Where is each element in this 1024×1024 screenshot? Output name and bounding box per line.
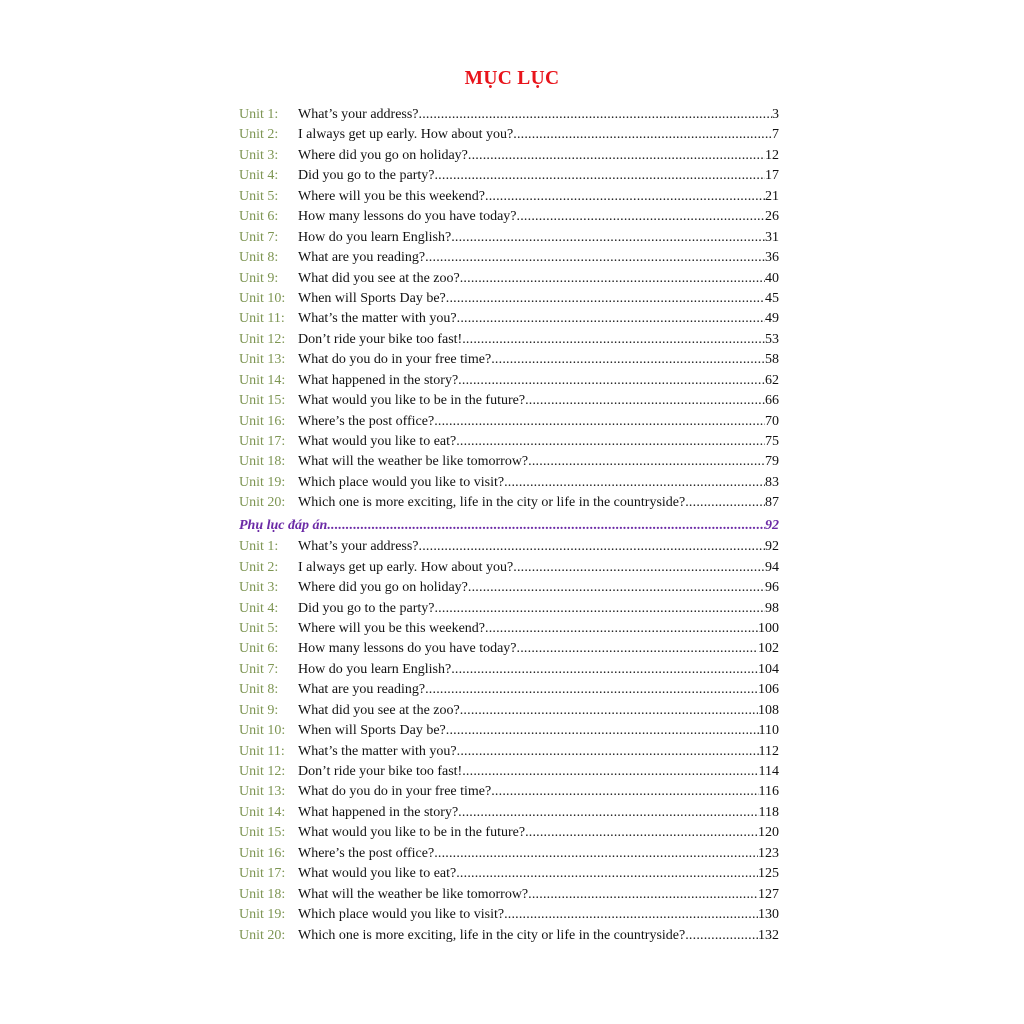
unit-label: Unit 6: (239, 641, 279, 657)
leader-dots (446, 289, 765, 309)
unit-label: Unit 12: (239, 331, 286, 347)
unit-label: Unit 8: (239, 250, 279, 266)
toc-row (239, 493, 779, 513)
toc-row (239, 473, 779, 493)
page-number: 130 (758, 907, 779, 923)
unit-title: What’s the matter with you? (298, 743, 457, 759)
toc-row (239, 639, 779, 659)
unit-title: Which place would you like to visit? (298, 907, 505, 923)
page-number: 31 (765, 229, 779, 245)
toc-row (239, 146, 779, 166)
leader-dots (528, 452, 765, 472)
page-number: 62 (765, 372, 779, 388)
page-number: 49 (765, 311, 779, 327)
unit-label: Unit 15: (239, 393, 286, 409)
unit-label: Unit 11: (239, 743, 285, 759)
leader-dots (456, 864, 758, 884)
leader-dots (425, 680, 758, 700)
page-number: 79 (765, 454, 779, 470)
toc-row (239, 803, 779, 823)
page-number: 92 (765, 517, 779, 533)
unit-label: Unit 2: (239, 127, 279, 143)
unit-title: What would you like to eat? (298, 434, 457, 449)
page-number: 83 (765, 474, 779, 490)
leader-dots (434, 844, 758, 864)
leader-dots (460, 701, 758, 721)
leader-dots (460, 269, 765, 289)
unit-title: What’s the matter with you? (298, 311, 457, 327)
unit-title: When will Sports Day be? (298, 290, 446, 306)
page-number: 94 (765, 559, 779, 575)
unit-label: Unit 17: (239, 434, 286, 449)
leader-dots (525, 391, 765, 411)
leader-dots (525, 823, 758, 843)
leader-dots (462, 762, 758, 782)
page-number: 3 (772, 107, 779, 122)
page-number: 125 (758, 866, 779, 882)
toc-row (239, 187, 779, 207)
toc-row (239, 558, 779, 578)
leader-dots (425, 248, 765, 268)
page-number: 104 (758, 661, 779, 677)
leader-dots (485, 187, 765, 207)
page-number: 12 (765, 147, 779, 163)
unit-title: How many lessons do you have today? (298, 209, 517, 225)
toc-row (239, 721, 779, 741)
unit-title: Which one is more exciting, life in the city or life in the countryside? (298, 495, 686, 511)
appendix-heading (239, 516, 779, 536)
unit-title: Which one is more exciting, life in the city or life in the countryside? (298, 927, 686, 943)
toc-row (239, 701, 779, 721)
page-number: 100 (758, 620, 779, 636)
toc-row (239, 309, 779, 329)
leader-dots (458, 371, 765, 391)
toc-row (239, 207, 779, 227)
appendix-label: Phụ lục đáp án (239, 517, 328, 533)
unit-label: Unit 9: (239, 270, 279, 286)
unit-title: What are you reading? (298, 250, 426, 266)
leader-dots (462, 330, 765, 350)
unit-title: Where’s the post office? (298, 413, 435, 429)
toc-row (239, 330, 779, 350)
page-number: 96 (765, 580, 779, 596)
page-number: 75 (765, 434, 779, 449)
page-number: 112 (758, 743, 779, 759)
unit-title: What’s your address? (298, 539, 419, 555)
page-number: 66 (765, 393, 779, 409)
unit-label: Unit 14: (239, 804, 286, 820)
toc-row (239, 742, 779, 762)
page-number: 26 (765, 209, 779, 225)
page-number: 21 (765, 188, 779, 204)
page-number: 40 (765, 270, 779, 286)
leader-dots (485, 619, 758, 639)
leader-dots (491, 350, 765, 370)
unit-title: Don’t ride your bike too fast! (298, 764, 463, 779)
leader-dots (456, 432, 765, 452)
toc-row (239, 125, 779, 145)
unit-title: When will Sports Day be? (298, 723, 446, 739)
unit-label: Unit 3: (239, 147, 279, 163)
leader-dots (434, 599, 765, 619)
unit-title: What will the weather be like tomorrow? (298, 454, 529, 470)
unit-label: Unit 4: (239, 600, 279, 616)
unit-title: What would you like to eat? (298, 866, 457, 882)
unit-title: What did you see at the zoo? (298, 702, 460, 718)
unit-label: Unit 14: (239, 372, 286, 388)
unit-title: What’s your address? (298, 107, 419, 122)
unit-title: What happened in the story? (298, 372, 459, 388)
toc-row (239, 660, 779, 680)
unit-label: Unit 7: (239, 661, 279, 677)
unit-label: Unit 13: (239, 352, 286, 368)
page-number: 127 (758, 886, 779, 902)
unit-label: Unit 10: (239, 290, 286, 306)
unit-label: Unit 1: (239, 539, 279, 555)
leader-dots (685, 926, 758, 946)
unit-label: Unit 7: (239, 229, 279, 245)
page-number: 108 (758, 702, 779, 718)
unit-label: Unit 16: (239, 413, 286, 429)
unit-label: Unit 12: (239, 764, 286, 779)
leader-dots (458, 803, 758, 823)
toc-row (239, 680, 779, 700)
unit-label: Unit 19: (239, 474, 286, 490)
unit-title: What happened in the story? (298, 804, 459, 820)
page-number: 58 (765, 352, 779, 368)
unit-title: What are you reading? (298, 682, 426, 698)
unit-title: What will the weather be like tomorrow? (298, 886, 529, 902)
page-number: 70 (765, 413, 779, 429)
toc-row (239, 371, 779, 391)
unit-title: Where’s the post office? (298, 845, 435, 861)
unit-label: Unit 2: (239, 559, 279, 575)
unit-label: Unit 9: (239, 702, 279, 718)
unit-title: What would you like to be in the future? (298, 825, 526, 841)
unit-label: Unit 1: (239, 107, 279, 122)
leader-dots (446, 721, 759, 741)
toc-row (239, 864, 779, 884)
toc-row (239, 782, 779, 802)
toc-row (239, 269, 779, 289)
unit-title: What do you do in your free time? (298, 352, 492, 368)
toc-row (239, 599, 779, 619)
page-number: 110 (758, 723, 779, 739)
leader-dots (528, 885, 758, 905)
leader-dots (517, 207, 765, 227)
leader-dots (504, 905, 758, 925)
leader-dots (419, 537, 765, 557)
toc-row (239, 289, 779, 309)
toc-row (239, 105, 779, 125)
leader-dots (434, 412, 765, 432)
toc-row (239, 762, 779, 782)
unit-title: What would you like to be in the future? (298, 393, 526, 409)
unit-title: How do you learn English? (298, 661, 452, 677)
unit-title: Where did you go on holiday? (298, 580, 468, 596)
page-number: 92 (765, 539, 779, 555)
toc-row (239, 885, 779, 905)
unit-title: I always get up early. How about you? (298, 559, 514, 575)
leader-dots (419, 105, 772, 125)
unit-title: Which place would you like to visit? (298, 474, 505, 490)
unit-label: Unit 18: (239, 454, 286, 470)
leader-dots (451, 660, 758, 680)
unit-label: Unit 11: (239, 311, 285, 327)
page-number: 98 (765, 600, 779, 616)
toc-row (239, 537, 779, 557)
toc-row (239, 412, 779, 432)
toc-row (239, 926, 779, 946)
toc-row (239, 619, 779, 639)
unit-title: What did you see at the zoo? (298, 270, 460, 286)
toc-row (239, 823, 779, 843)
page-number: 114 (758, 764, 779, 779)
leader-dots (517, 639, 758, 659)
leader-dots (457, 742, 759, 762)
page-number: 7 (772, 127, 779, 143)
unit-label: Unit 5: (239, 620, 279, 636)
unit-title: Where did you go on holiday? (298, 147, 468, 163)
leader-dots (513, 558, 765, 578)
unit-title: Did you go to the party? (298, 600, 435, 616)
toc-row (239, 432, 779, 452)
leader-dots (504, 473, 765, 493)
unit-label: Unit 15: (239, 825, 286, 841)
unit-title: I always get up early. How about you? (298, 127, 514, 143)
unit-title: Where will you be this weekend? (298, 188, 485, 204)
unit-title: What do you do in your free time? (298, 784, 492, 800)
unit-label: Unit 5: (239, 188, 279, 204)
page-title: MỤC LỤC (464, 68, 560, 89)
leader-dots (457, 309, 765, 329)
unit-label: Unit 13: (239, 784, 286, 800)
leader-dots (491, 782, 758, 802)
unit-title: Don’t ride your bike too fast! (298, 331, 463, 347)
page-number: 116 (758, 784, 779, 800)
page-number: 123 (758, 845, 779, 861)
toc-row (239, 166, 779, 186)
unit-label: Unit 19: (239, 907, 286, 923)
toc-row (239, 452, 779, 472)
unit-label: Unit 18: (239, 886, 286, 902)
table-of-contents (239, 105, 779, 946)
unit-label: Unit 17: (239, 866, 286, 882)
toc-row (239, 905, 779, 925)
page-number: 118 (758, 804, 779, 820)
page-number: 120 (758, 825, 779, 841)
toc-row (239, 578, 779, 598)
page-number: 87 (765, 495, 779, 511)
unit-title: Did you go to the party? (298, 168, 435, 184)
unit-label: Unit 16: (239, 845, 286, 861)
leader-dots (451, 228, 765, 248)
unit-title: How do you learn English? (298, 229, 452, 245)
leader-dots (468, 578, 765, 598)
leader-dots (468, 146, 765, 166)
toc-row (239, 228, 779, 248)
page-number: 17 (765, 168, 779, 184)
toc-row (239, 350, 779, 370)
unit-label: Unit 6: (239, 209, 279, 225)
page-number: 102 (758, 641, 779, 657)
page-number: 45 (765, 290, 779, 306)
unit-label: Unit 20: (239, 495, 286, 511)
unit-label: Unit 20: (239, 927, 286, 943)
toc-row (239, 391, 779, 411)
leader-dots (434, 166, 765, 186)
unit-label: Unit 10: (239, 723, 286, 739)
page-number: 106 (758, 682, 779, 698)
unit-title: How many lessons do you have today? (298, 641, 517, 657)
toc-row (239, 248, 779, 268)
unit-label: Unit 3: (239, 580, 279, 596)
unit-label: Unit 8: (239, 682, 279, 698)
page-number: 53 (765, 331, 779, 347)
leader-dots (685, 493, 765, 513)
leader-dots (327, 516, 765, 536)
unit-title: Where will you be this weekend? (298, 620, 485, 636)
leader-dots (513, 125, 772, 145)
page-number: 36 (765, 250, 779, 266)
page-number: 132 (758, 927, 779, 943)
unit-label: Unit 4: (239, 168, 279, 184)
toc-row (239, 844, 779, 864)
